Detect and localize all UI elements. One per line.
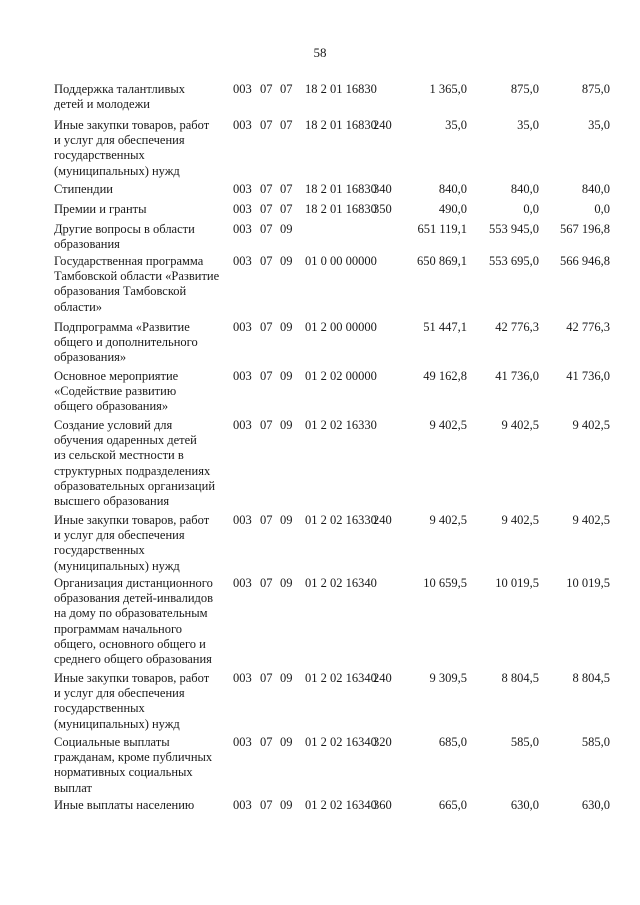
subsection-code: 09 — [280, 798, 293, 812]
amount-year-2: 9 402,5 — [501, 513, 539, 527]
row-name: Другие вопросы в области образования — [54, 222, 195, 252]
expense-type-code: 350 — [373, 202, 392, 216]
admin-code: 003 — [233, 182, 252, 196]
row-name: Основное мероприятие «Содействие развитию общего образования» — [54, 369, 179, 414]
amount-year-1: 9 402,5 — [429, 513, 467, 527]
amount-year-2: 10 019,5 — [495, 576, 539, 590]
amount-year-2: 553 945,0 — [489, 222, 539, 236]
expense-type-code: 240 — [373, 118, 392, 132]
amount-year-3: 567 196,8 — [560, 222, 610, 236]
subsection-code: 07 — [280, 82, 293, 96]
amount-year-1: 9 402,5 — [429, 418, 467, 432]
amount-year-2: 8 804,5 — [501, 671, 539, 685]
row-name: Организация дистанционного образования детей-инвалидов на дому по образовательным программам начального общего, основного общего и среднего общего образования — [54, 576, 214, 667]
amount-year-3: 9 402,5 — [572, 418, 610, 432]
row-name: Государственная программа Тамбовской области «Развитие образования Тамбовской области» — [54, 254, 220, 314]
section-code: 07 — [260, 418, 273, 432]
section-code: 07 — [260, 735, 273, 749]
section-code: 07 — [260, 576, 273, 590]
admin-code: 003 — [233, 254, 252, 268]
amount-year-3: 9 402,5 — [572, 513, 610, 527]
target-article-code: 18 2 01 16830 — [305, 182, 377, 196]
section-code: 07 — [260, 254, 273, 268]
amount-year-2: 630,0 — [510, 798, 539, 812]
amount-year-2: 9 402,5 — [501, 418, 539, 432]
expense-type-code: 240 — [373, 671, 392, 685]
row-name: Создание условий для обучения одаренных детей из сельской местности в структурных подразделениях образовательных организаций высшего образования — [54, 418, 216, 509]
subsection-code: 09 — [280, 576, 293, 590]
amount-year-1: 685,0 — [438, 735, 467, 749]
amount-year-3: 585,0 — [581, 735, 610, 749]
subsection-code: 09 — [280, 671, 293, 685]
row-name: Иные выплаты населению — [54, 798, 195, 812]
row-name: Поддержка талантливых детей и молодежи — [54, 82, 186, 112]
amount-year-3: 42 776,3 — [566, 320, 610, 334]
amount-year-1: 51 447,1 — [423, 320, 467, 334]
target-article-code: 18 2 01 16830 — [305, 82, 377, 96]
section-code: 07 — [260, 118, 273, 132]
row-name: Иные закупки товаров, работ и услуг для обеспечения государственных (муниципальных) нужд — [54, 118, 210, 178]
expense-type-code: 340 — [373, 182, 392, 196]
admin-code: 003 — [233, 118, 252, 132]
admin-code: 003 — [233, 418, 252, 432]
row-name: Стипендии — [54, 182, 113, 196]
admin-code: 003 — [233, 320, 252, 334]
target-article-code: 01 2 02 16330 — [305, 418, 377, 432]
section-code: 07 — [260, 202, 273, 216]
subsection-code: 07 — [280, 182, 293, 196]
amount-year-3: 875,0 — [581, 82, 610, 96]
amount-year-3: 840,0 — [581, 182, 610, 196]
amount-year-3: 41 736,0 — [566, 369, 610, 383]
amount-year-3: 0,0 — [594, 202, 610, 216]
amount-year-1: 650 869,1 — [417, 254, 467, 268]
admin-code: 003 — [233, 671, 252, 685]
amount-year-2: 42 776,3 — [495, 320, 539, 334]
amount-year-2: 35,0 — [517, 118, 539, 132]
amount-year-1: 10 659,5 — [423, 576, 467, 590]
amount-year-2: 0,0 — [523, 202, 539, 216]
target-article-code: 01 2 02 16340 — [305, 671, 377, 685]
amount-year-1: 9 309,5 — [429, 671, 467, 685]
subsection-code: 09 — [280, 513, 293, 527]
subsection-code: 09 — [280, 735, 293, 749]
amount-year-1: 35,0 — [445, 118, 467, 132]
section-code: 07 — [260, 320, 273, 334]
target-article-code: 18 2 01 16830 — [305, 202, 377, 216]
row-name: Подпрограмма «Развитие общего и дополнительного образования» — [54, 320, 198, 365]
page-number: 58 — [313, 45, 327, 60]
amount-year-2: 840,0 — [510, 182, 539, 196]
expense-type-code: 360 — [373, 798, 392, 812]
expense-type-code: 320 — [373, 735, 392, 749]
section-code: 07 — [260, 513, 273, 527]
amount-year-1: 490,0 — [438, 202, 467, 216]
target-article-code: 01 2 02 16340 — [305, 576, 377, 590]
amount-year-1: 49 162,8 — [423, 369, 467, 383]
subsection-code: 09 — [280, 369, 293, 383]
admin-code: 003 — [233, 513, 252, 527]
amount-year-1: 665,0 — [438, 798, 467, 812]
row-name: Иные закупки товаров, работ и услуг для обеспечения государственных (муниципальных) нужд — [54, 671, 210, 731]
target-article-code: 01 2 02 00000 — [305, 369, 377, 383]
section-code: 07 — [260, 671, 273, 685]
section-code: 07 — [260, 182, 273, 196]
admin-code: 003 — [233, 82, 252, 96]
row-name: Социальные выплаты гражданам, кроме публичных нормативных социальных выплат — [54, 735, 213, 795]
amount-year-3: 630,0 — [581, 798, 610, 812]
subsection-code: 09 — [280, 418, 293, 432]
section-code: 07 — [260, 798, 273, 812]
amount-year-3: 10 019,5 — [566, 576, 610, 590]
amount-year-2: 875,0 — [510, 82, 539, 96]
admin-code: 003 — [233, 369, 252, 383]
target-article-code: 01 2 02 16330 — [305, 513, 377, 527]
target-article-code: 01 2 02 16340 — [305, 798, 377, 812]
row-name: Иные закупки товаров, работ и услуг для обеспечения государственных (муниципальных) нужд — [54, 513, 210, 573]
target-article-code: 01 0 00 00000 — [305, 254, 377, 268]
target-article-code: 01 2 00 00000 — [305, 320, 377, 334]
amount-year-1: 840,0 — [438, 182, 467, 196]
subsection-code: 07 — [280, 118, 293, 132]
subsection-code: 07 — [280, 202, 293, 216]
amount-year-3: 8 804,5 — [572, 671, 610, 685]
admin-code: 003 — [233, 735, 252, 749]
subsection-code: 09 — [280, 222, 293, 236]
amount-year-3: 35,0 — [588, 118, 610, 132]
amount-year-2: 585,0 — [510, 735, 539, 749]
amount-year-2: 553 695,0 — [489, 254, 539, 268]
amount-year-2: 41 736,0 — [495, 369, 539, 383]
target-article-code: 18 2 01 16830 — [305, 118, 377, 132]
admin-code: 003 — [233, 202, 252, 216]
row-name: Премии и гранты — [54, 202, 147, 216]
section-code: 07 — [260, 222, 273, 236]
section-code: 07 — [260, 82, 273, 96]
amount-year-1: 1 365,0 — [429, 82, 467, 96]
admin-code: 003 — [233, 576, 252, 590]
amount-year-3: 566 946,8 — [560, 254, 610, 268]
section-code: 07 — [260, 369, 273, 383]
amount-year-1: 651 119,1 — [417, 222, 467, 236]
target-article-code: 01 2 02 16340 — [305, 735, 377, 749]
expense-type-code: 240 — [373, 513, 392, 527]
subsection-code: 09 — [280, 254, 293, 268]
admin-code: 003 — [233, 222, 252, 236]
admin-code: 003 — [233, 798, 252, 812]
subsection-code: 09 — [280, 320, 293, 334]
